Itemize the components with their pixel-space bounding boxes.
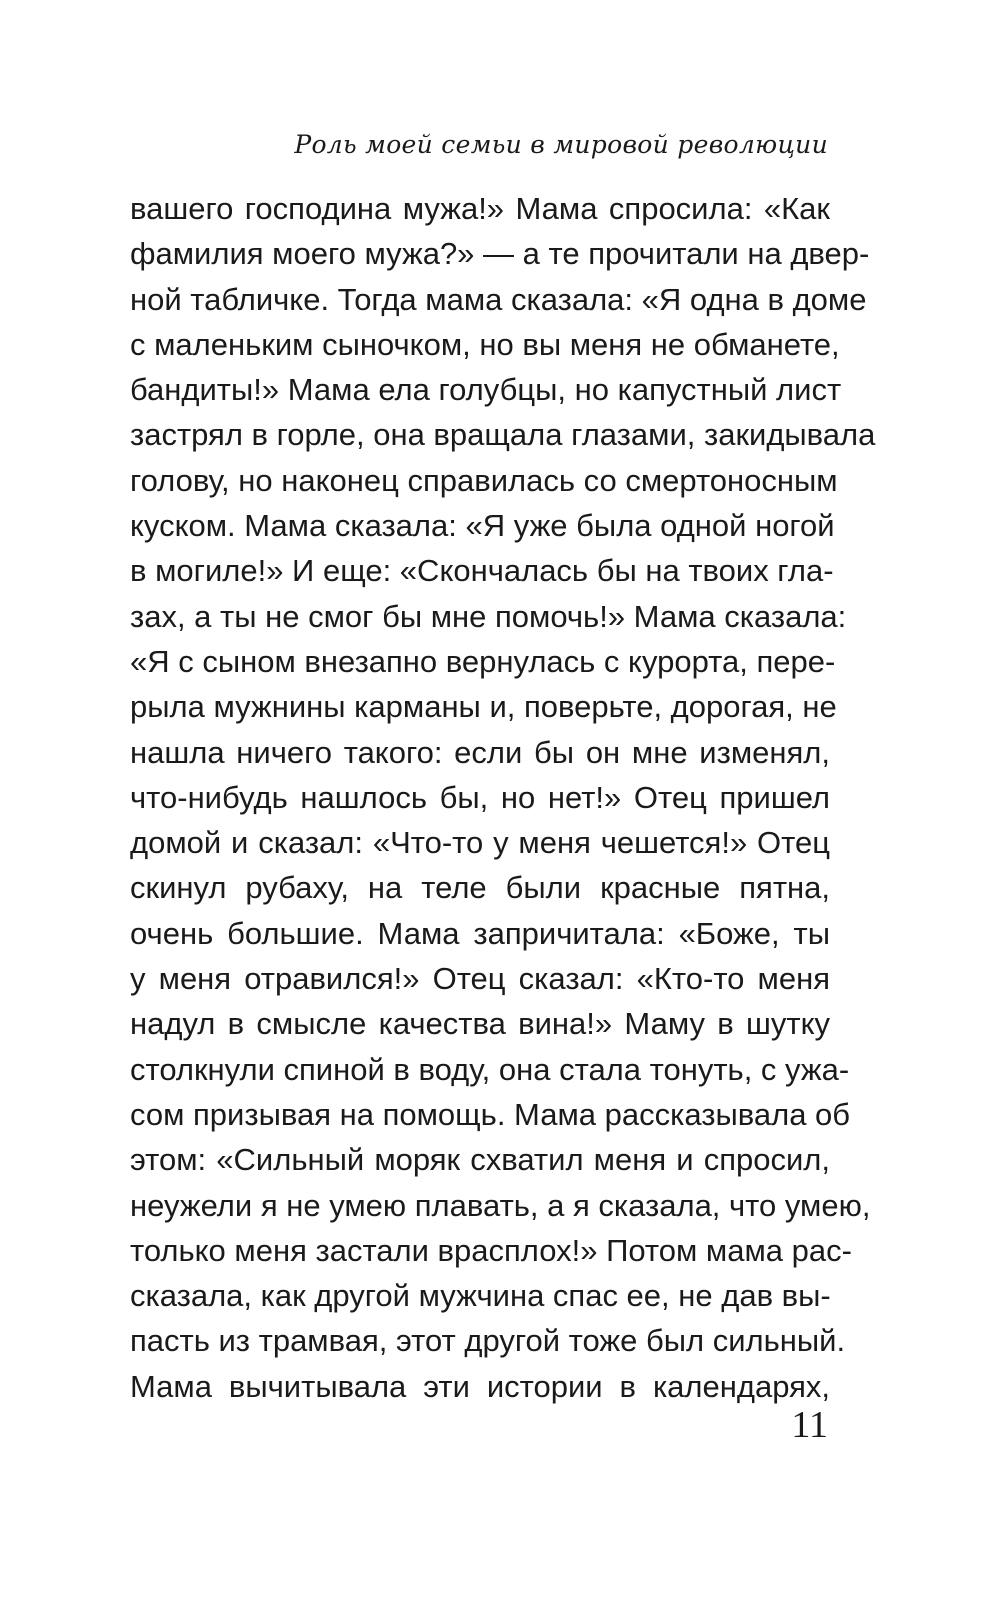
text-line: ной табличке. Тогда мама сказала: «Я одна в доме bbox=[130, 281, 867, 317]
text-line: «Я с сыном внезапно вернулась с курорта, пере- bbox=[130, 643, 836, 679]
text-line: этом: «Сильный моряк схватил меня и спросил, bbox=[130, 1142, 830, 1178]
text-line: сказала, как другой мужчина спас ее, не дав вы- bbox=[130, 1278, 831, 1314]
text-line: куском. Мама сказала: «Я уже была одной ногой bbox=[130, 508, 835, 544]
text-line: нашла ничего такого: если бы он мне изменял, bbox=[130, 734, 830, 770]
text-line: с маленьким сыночком, но вы меня не обманете, bbox=[130, 326, 840, 362]
text-line: что-нибудь нашлось бы, но нет!» Отец пришел bbox=[130, 779, 830, 815]
text-line: скинул рубаху, на теле были красные пятна, bbox=[130, 870, 830, 906]
text-line: бандиты!» Мама ела голубцы, но капустный лист bbox=[130, 372, 842, 408]
text-line: вашего господина мужа!» Мама спросила: «Как bbox=[130, 191, 830, 226]
text-line: очень большие. Мама запричитала: «Боже, ты bbox=[130, 915, 830, 951]
text-line: сом призывая на помощь. Мама рассказывала об bbox=[130, 1096, 851, 1132]
text-line: у меня отравился!» Отец сказал: «Кто-то меня bbox=[130, 961, 830, 997]
page-number: 11 bbox=[791, 1404, 828, 1446]
text-line: голову, но наконец справилась со смертоносным bbox=[130, 462, 838, 498]
text-line: только меня застали врасплох!» Потом мама рас- bbox=[130, 1232, 852, 1268]
text-line: неужели я не умею плавать, а я сказала, что умею, bbox=[130, 1187, 871, 1223]
text-line: рыла мужнины карманы и, поверьте, дорогая, не bbox=[130, 689, 837, 725]
text-line: пасть из трамвая, этот другой тоже был сильный. bbox=[130, 1323, 846, 1359]
text-line: застрял в горле, она вращала глазами, закидывала bbox=[130, 417, 876, 453]
text-line: столкнули спиной в воду, она стала тонуть, с ужа- bbox=[130, 1051, 850, 1087]
text-line: фамилия моего мужа?» — а те прочитали на двер- bbox=[130, 236, 870, 272]
body-text bbox=[130, 186, 876, 1409]
text-line: домой и сказал: «Что-то у меня чешется!» Отец bbox=[130, 825, 830, 861]
text-line: надул в смысле качества вина!» Маму в шутку bbox=[130, 1006, 830, 1042]
text-line: в могиле!» И еще: «Скончалась бы на твоих гла- bbox=[130, 553, 834, 589]
text-line: зах, а ты не смог бы мне помочь!» Мама сказала: bbox=[130, 598, 847, 634]
text-line: Мама вычитывала эти истории в календарях, bbox=[130, 1368, 830, 1404]
running-head: Роль моей семьи в мировой революции bbox=[294, 130, 828, 159]
